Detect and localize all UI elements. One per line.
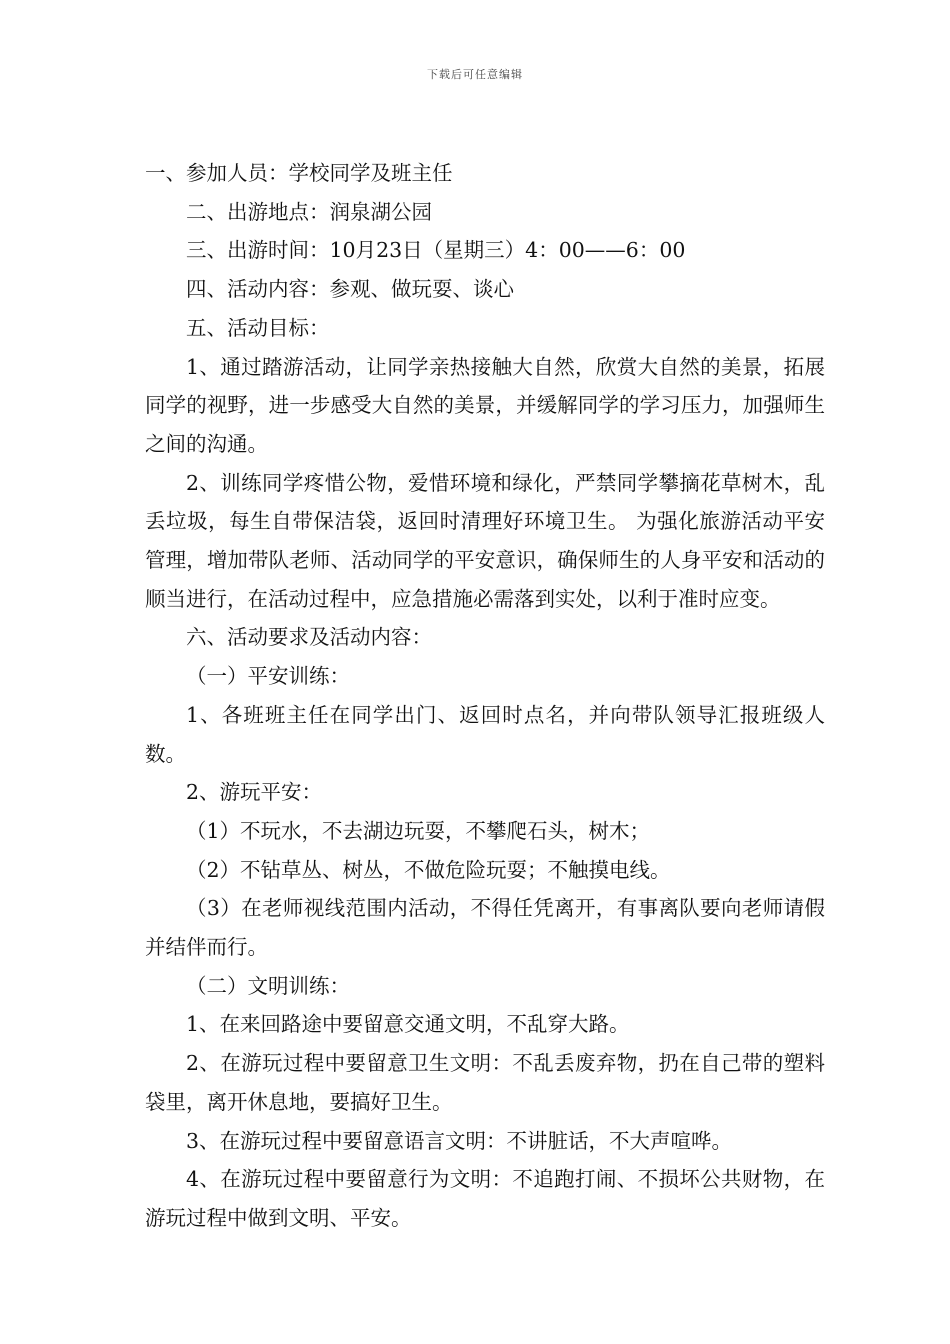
item-content: 四、活动内容：参观、做玩耍、谈心: [186, 277, 514, 302]
safety-2-3: （3）在老师视线范围内活动，不得任凭离开，有事离队要向老师请假并结伴而行。: [145, 896, 825, 960]
safety-heading: （一）平安训练：: [186, 664, 350, 689]
goal-1: 1、通过踏游活动，让同学亲热接触大自然，欣赏大自然的美景，拓展同学的视野，进一步感受大自然的美景，并缓解同学的学习压力，加强师生之间的沟通。: [145, 354, 825, 456]
safety-2-1: （1）不玩水，不去湖边玩耍，不攀爬石头，树木；: [186, 818, 651, 843]
civility-1: 1、在来回路途中要留意交通文明，不乱穿大路。: [186, 1012, 630, 1037]
document-body: [145, 154, 825, 1238]
goal-2: 2、训练同学疼惜公物，爱惜环境和绿化，严禁同学攀摘花草树木，乱丢垃圾，每生自带保洁袋，返回时清理好环境卫生。 为强化旅游活动平安管理，增加带队老师、活动同学的平安意识，确保师生的人身平安和活动的顺当进行，在活动过程中，应急措施必需落到实处，以利于准时应变。: [145, 470, 825, 611]
civility-3: 3、在游玩过程中要留意语言文明：不讲脏话，不大声喧哗。: [186, 1128, 733, 1153]
safety-1: 1、各班班主任在同学出门、返回时点名，并向带队领导汇报班级人数。: [145, 702, 825, 766]
safety-2: 2、游玩平安：: [186, 780, 323, 805]
safety-2-2: （2）不钻草丛、树丛，不做危险玩耍；不触摸电线。: [186, 857, 671, 882]
item-requirements-heading: 六、活动要求及活动内容：: [186, 625, 432, 650]
page-header-note: 下载后可任意编辑: [427, 68, 523, 81]
item-goals-heading: 五、活动目标：: [186, 315, 330, 340]
civility-heading: （二）文明训练：: [186, 973, 350, 998]
item-time: 三、出游时间：10月23日（星期三）4：00——6：00: [186, 238, 686, 263]
item-location: 二、出游地点：润泉湖公园: [186, 199, 432, 224]
item-participants: 一、参加人员：学校同学及班主任: [145, 161, 453, 185]
civility-4: 4、在游玩过程中要留意行为文明：不追跑打闹、不损坏公共财物，在游玩过程中做到文明、平安。: [145, 1167, 825, 1230]
civility-2: 2、在游玩过程中要留意卫生文明：不乱丢废弃物，扔在自己带的塑料袋里，离开休息地，要搞好卫生。: [145, 1051, 825, 1114]
